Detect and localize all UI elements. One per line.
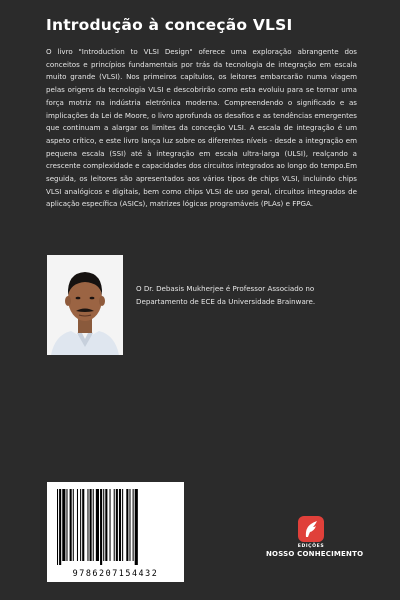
book-description: O livro "Introduction to VLSI Design" oferece uma exploração abrangente dos conceitos e princípios fundamentais por trás da tecnologia de integração em escala muito grande (VLSI). Nos primeiros capítulos, os leitores embarcarão numa viagem pelas origens da tecnologia VLSI e descobrirão como esta evoluiu para se tornar uma força motriz na indústria eletrónica moderna. Compreendendo o significado e as implicações da Lei de Moore, o livro aprofunda os desafios e as tendências emergentes que continuam a alargar os limites da conceção VLSI. A escala de integração é um aspeto crítico, e este livro lança luz sobre os diferentes níveis - desde a integração em pequena escala (SSI) até à integração em escala ultra-larga (ULSI), realçando a crescente complexidade e capacidades dos circuitos integrados ao longo do tempo.Em seguida, os leitores são apresentados aos vários tipos de chips VLSI, incluindo chips VLSI analógicos e digitais, bem como chips VLSI de uso geral, circuitos integrados de aplicação específica (ASICs), matrizes lógicas programáveis (PLAs) e FPGA.: [46, 47, 357, 209]
barcode-bar: [122, 489, 123, 561]
barcode-bar: [59, 489, 61, 565]
isbn-number: 9786207154432: [72, 568, 159, 578]
barcode-bar: [119, 489, 121, 561]
barcode-bar: [66, 489, 67, 561]
barcode-bar: [133, 489, 134, 561]
barcode-bar: [103, 489, 104, 561]
barcode-bar: [114, 489, 115, 561]
publisher-label-top: EDIÇÕES: [297, 544, 325, 549]
barcode-bar: [62, 489, 65, 561]
barcode-bar: [110, 489, 111, 561]
barcode-bar: [96, 489, 99, 561]
author-photo: [47, 255, 123, 355]
barcode-bar: [135, 489, 138, 565]
author-bio: O Dr. Debasis Mukherjee é Professor Associado no Departamento de ECE da Universidade Brainware.: [136, 284, 316, 306]
barcode-bar: [77, 489, 78, 561]
barcode-bar: [116, 489, 118, 561]
barcode-bar: [57, 489, 58, 565]
publisher-label-name: NOSSO CONHECIMENTO: [266, 550, 364, 558]
publisher-block: [266, 516, 364, 558]
barcode-bar: [73, 489, 74, 561]
barcode-bar: [87, 489, 88, 561]
barcode-bar: [80, 489, 81, 561]
barcode-bar: [82, 489, 84, 561]
barcode-bar: [90, 489, 92, 561]
barcode-bar: [105, 489, 107, 561]
barcode-bar: [100, 489, 102, 565]
barcode-bar: [70, 489, 72, 561]
barcode-bar: [93, 489, 94, 561]
book-title: Introdução à conceção VLSI: [46, 16, 293, 34]
barcode-bar: [129, 489, 130, 561]
publisher-logo-icon: [298, 516, 324, 542]
isbn-barcode: [47, 482, 184, 582]
barcode-bar: [126, 489, 128, 561]
